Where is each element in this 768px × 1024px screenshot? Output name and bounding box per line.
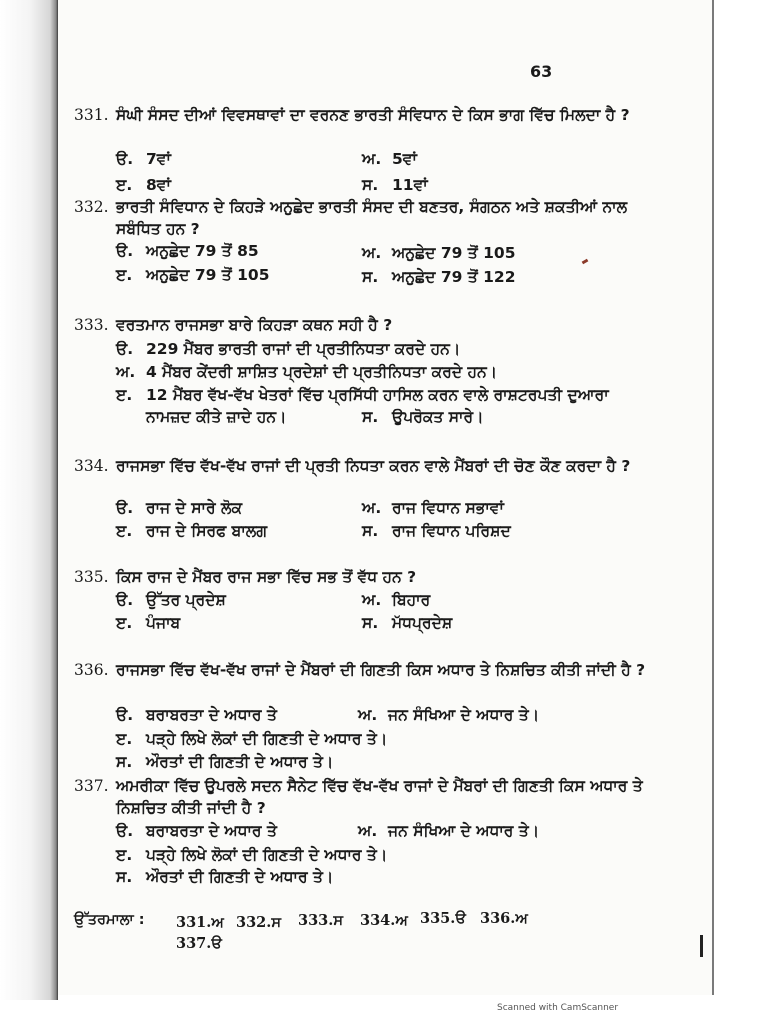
option-d [362, 174, 428, 196]
answer-331: 331.ਅ [176, 914, 224, 931]
question-number: 336. [74, 661, 109, 679]
option-a [116, 497, 242, 519]
answer-333: 333.ਸ [298, 912, 343, 929]
option-d [116, 866, 333, 888]
question-text: ਸੰਘੀ ਸੰਸਦ ਦੀਆਂ ਵਿਵਸਥਾਵਾਂ ਦਾ ਵਰਨਣ ਭਾਰਤੀ ਸੰਵਿਧਾਨ ਦੇ ਕਿਸ ਭਾਗ ਵਿੱਚ ਮਿਲਦਾ ਹੈ ? [116, 106, 630, 124]
option-label: ਸ. [362, 522, 379, 540]
option-label: ੳ. [116, 706, 134, 724]
question-text: ਕਿਸ ਰਾਜ ਦੇ ਮੈਂਬਰ ਰਾਜ ਸਭਾ ਵਿੱਚ ਸਭ ਤੋਂ ਵੱਧ ਹਨ ? [116, 568, 417, 586]
option-label: ਸ. [362, 614, 379, 632]
answer-337: 337.ੳ [176, 935, 222, 952]
question-336 [74, 659, 664, 681]
option-text: ਬਰਾਬਰਤਾ ਦੇ ਅਧਾਰ ਤੇ [146, 706, 277, 724]
question-331 [74, 104, 664, 126]
option-text: ਅਨੁਛੇਦ 79 ਤੋਂ 105 [392, 244, 516, 262]
option-c [116, 844, 387, 866]
option-text: ਬਿਹਾਰ [392, 591, 431, 609]
option-d [362, 406, 484, 428]
option-d [362, 612, 452, 634]
option-label: ੲ. [116, 730, 133, 748]
option-b [358, 820, 539, 842]
option-text: ਔਰਤਾਂ ਦੀ ਗਿਣਤੀ ਦੇ ਅਧਾਰ ਤੇ। [146, 753, 334, 771]
page-number: 63 [530, 62, 553, 81]
option-label: ੲ. [116, 266, 133, 284]
option-label: ਅ. [362, 150, 382, 168]
question-number: 333. [74, 316, 109, 334]
option-c [116, 728, 387, 750]
option-label: ੳ. [116, 340, 134, 358]
option-b [362, 148, 417, 170]
question-332 [74, 196, 664, 240]
option-text: ਅਨੁਛੇਦ 79 ਤੋਂ 122 [392, 268, 516, 286]
option-label: ਅ. [116, 363, 136, 381]
option-d [362, 266, 515, 288]
option-c [116, 174, 171, 196]
option-text: ਰਾਜ ਵਿਧਾਨ ਸਭਾਵਾਂ [392, 499, 504, 517]
option-d [362, 520, 511, 542]
option-text: ਅਨੁਛੇਦ 79 ਤੋਂ 85 [146, 242, 259, 260]
option-a [116, 820, 277, 842]
option-label: ਅ. [362, 244, 382, 262]
question-text: ਵਰਤਮਾਨ ਰਾਜਸਭਾ ਬਾਰੇ ਕਿਹੜਾ ਕਥਨ ਸਹੀ ਹੈ ? [116, 316, 393, 334]
option-c [116, 264, 269, 286]
question-337 [74, 775, 664, 819]
option-text: ਰਾਜ ਦੇ ਸਿਰਫ ਬਾਲਗ [146, 522, 268, 540]
option-c [116, 612, 180, 634]
question-335 [74, 566, 664, 588]
option-label: ਸ. [362, 176, 379, 194]
option-text: 8ਵਾਂ [146, 176, 171, 194]
option-label: ੲ. [116, 614, 133, 632]
option-label: ਅ. [362, 591, 382, 609]
option-label: ੲ. [116, 176, 133, 194]
option-text: ਪੜ੍ਹੇ ਲਿਖੇ ਲੋਕਾਂ ਦੀ ਗਿਣਤੀ ਦੇ ਅਧਾਰ ਤੇ। [146, 846, 388, 864]
question-text: ਭਾਰਤੀ ਸੰਵਿਧਾਨ ਦੇ ਕਿਹੜੇ ਅਨੁਛੇਦ ਭਾਰਤੀ ਸੰਸਦ ਦੀ ਬਣਤਰ, ਸੰਗਠਨ ਅਤੇ ਸ਼ਕਤੀਆਂ ਨਾਲ ਸਬੰਧਿਤ ਹਨ ? [116, 198, 628, 238]
option-label: ੳ. [116, 242, 134, 260]
answer-334: 334.ਅ [360, 912, 408, 929]
option-a [116, 589, 226, 611]
question-334 [74, 455, 664, 477]
scan-binding-shadow [0, 0, 58, 1000]
option-text: ਮੱਧਪ੍ਰਦੇਸ਼ [392, 614, 453, 632]
option-text: 4 ਮੈਂਬਰ ਕੇਂਦਰੀ ਸ਼ਾਸ਼ਿਤ ਪ੍ਰਦੇਸ਼ਾਂ ਦੀ ਪ੍ਰਤੀਨਿਧਤਾ ਕਰਦੇ ਹਨ। [146, 363, 498, 381]
answer-332: 332.ਸ [236, 914, 281, 931]
question-number: 331. [74, 106, 109, 124]
option-text: ਅਨੁਛੇਦ 79 ਤੋਂ 105 [146, 266, 270, 284]
option-text: ਪੜ੍ਹੇ ਲਿਖੇ ਲੋਕਾਂ ਦੀ ਗਿਣਤੀ ਦੇ ਅਧਾਰ ਤੇ। [146, 730, 388, 748]
question-number: 332. [74, 198, 109, 216]
option-text: ਉੱਤਰ ਪ੍ਰਦੇਸ਼ [146, 591, 226, 609]
option-text: ਰਾਜ ਵਿਧਾਨ ਪਰਿਸ਼ਦ [392, 522, 511, 540]
option-text: ਜਨ ਸੰਖਿਆ ਦੇ ਅਧਾਰ ਤੇ। [388, 822, 540, 840]
option-text: ਰਾਜ ਦੇ ਸਾਰੇ ਲੋਕ [146, 499, 243, 517]
option-text: 7ਵਾਂ [146, 150, 171, 168]
option-label: ਅ. [362, 499, 382, 517]
option-text: 12 ਮੈਂਬਰ ਵੱਖ-ਵੱਖ ਖੇਤਰਾਂ ਵਿੱਚ ਪ੍ਰਸਿੱਧੀ ਹਾਸਿਲ ਕਰਨ ਵਾਲੇ ਰਾਸ਼ਟਰਪਤੀ ਦੁਆਰਾ ਨਾਮਜ਼ਦ ਕੀਤੇ ਜ਼ਾਦੇ ਹਨ। [146, 386, 609, 426]
option-b [362, 242, 515, 264]
question-text: ਅਮਰੀਕਾ ਵਿੱਚ ਉਪਰਲੇ ਸਦਨ ਸੈਨੇਟ ਵਿੱਚ ਵੱਖ-ਵੱਖ ਰਾਜਾਂ ਦੇ ਮੈਂਬਰਾਂ ਦੀ ਗਿਣਤੀ ਕਿਸ ਅਧਾਰ ਤੇ ਨਿਸ਼ਚਿਤ ਕੀਤੀ ਜਾਂਦੀ ਹੈ ? [116, 777, 643, 817]
option-text: 229 ਮੈਂਬਰ ਭਾਰਤੀ ਰਾਜਾਂ ਦੀ ਪ੍ਰਤੀਨਿਧਤਾ ਕਰਦੇ ਹਨ। [146, 340, 461, 358]
option-a [116, 704, 277, 726]
scanner-watermark: Scanned with CamScanner [497, 1003, 619, 1013]
option-label: ਅ. [358, 706, 378, 724]
option-a [116, 338, 460, 360]
option-label: ਸ. [362, 408, 379, 426]
option-label: ਅ. [358, 822, 378, 840]
option-label: ੳ. [116, 822, 134, 840]
question-333 [74, 314, 664, 336]
pen-tick-mark [700, 935, 703, 957]
question-text: ਰਾਜਸਭਾ ਵਿੱਚ ਵੱਖ-ਵੱਖ ਰਾਜਾਂ ਦੇ ਮੈਂਬਰਾਂ ਦੀ ਗਿਣਤੀ ਕਿਸ ਅਧਾਰ ਤੇ ਨਿਸ਼ਚਿਤ ਕੀਤੀ ਜਾਂਦੀ ਹੈ ? [116, 661, 646, 679]
option-d [116, 751, 333, 773]
option-b [116, 361, 497, 383]
answer-335: 335.ੳ [420, 910, 466, 927]
option-label: ਸ. [362, 268, 379, 286]
question-number: 337. [74, 777, 109, 795]
question-number: 334. [74, 457, 109, 475]
option-label: ੲ. [116, 522, 133, 540]
option-label: ੳ. [116, 591, 134, 609]
option-label: ੳ. [116, 150, 134, 168]
option-a [116, 240, 259, 262]
question-text: ਰਾਜਸਭਾ ਵਿੱਚ ਵੱਖ-ਵੱਖ ਰਾਜਾਂ ਦੀ ਪ੍ਰਤੀ ਨਿਧਤਾ ਕਰਨ ਵਾਲੇ ਮੈਂਬਰਾਂ ਦੀ ਚੋਣ ਕੌਣ ਕਰਦਾ ਹੈ ? [116, 457, 631, 475]
option-text: ਉਪਰੋਕਤ ਸਾਰੇ। [392, 408, 484, 426]
option-text: 11ਵਾਂ [392, 176, 428, 194]
option-c [116, 520, 267, 542]
option-label: ੲ. [116, 386, 133, 404]
option-text: ਪੰਜਾਬ [146, 614, 181, 632]
option-label: ਸ. [116, 868, 133, 886]
option-b [362, 589, 430, 611]
option-text: ਔਰਤਾਂ ਦੀ ਗਿਣਤੀ ਦੇ ਅਧਾਰ ਤੇ। [146, 868, 334, 886]
question-number: 335. [74, 568, 109, 586]
option-label: ੲ. [116, 846, 133, 864]
option-b [362, 497, 504, 519]
option-text: ਜਨ ਸੰਖਿਆ ਦੇ ਅਧਾਰ ਤੇ। [388, 706, 540, 724]
option-a [116, 148, 171, 170]
answer-336: 336.ਅ [480, 910, 528, 927]
option-label: ੳ. [116, 499, 134, 517]
option-label: ਸ. [116, 753, 133, 771]
option-b [358, 704, 539, 726]
option-text: 5ਵਾਂ [392, 150, 417, 168]
option-text: ਬਰਾਬਰਤਾ ਦੇ ਅਧਾਰ ਤੇ [146, 822, 277, 840]
answer-key-label: ਉੱਤਰਮਾਲਾ : [74, 912, 145, 928]
